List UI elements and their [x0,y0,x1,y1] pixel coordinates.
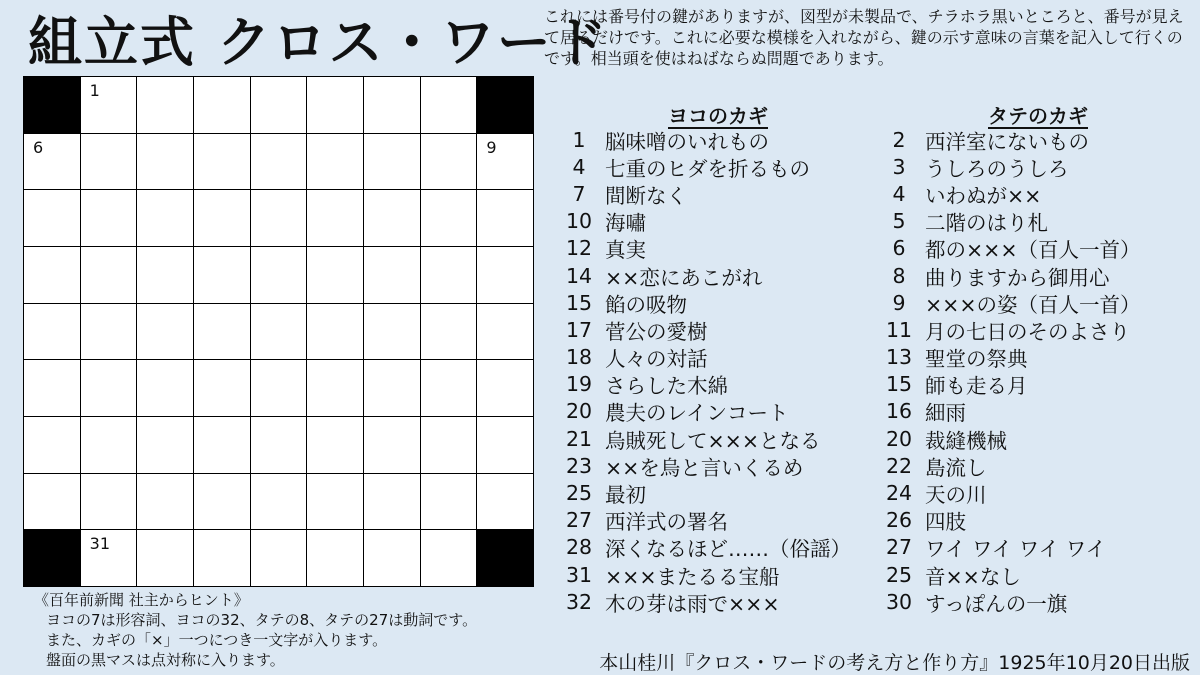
clue-number: 18 [565,345,593,370]
across-clue [553,289,851,316]
grid-cell[interactable] [364,190,420,246]
grid-cell[interactable] [251,247,307,303]
grid-cell[interactable] [24,247,80,303]
down-clue [873,180,1141,207]
grid-cell[interactable] [251,530,307,586]
down-clue [873,126,1141,153]
clue-text: 七重のヒダを折るもの [605,156,810,181]
down-clue [873,289,1141,316]
clue-text: 天の川 [925,483,987,508]
down-clue [873,208,1141,235]
grid-cell[interactable] [194,77,250,133]
clue-text: ××恋にあこがれ [605,265,763,290]
down-clue [873,534,1141,561]
clue-number: 19 [565,372,593,397]
clue-text: 人々の対話 [605,347,708,372]
down-clue [873,588,1141,615]
grid-cell[interactable] [477,417,533,473]
grid-cell[interactable] [81,77,137,133]
black-cell [477,530,533,586]
cell-number: 31 [89,534,111,554]
clue-text: 菅公の愛樹 [605,319,708,344]
hint-line: 盤面の黒マスは点対称に入ります。 [46,651,285,669]
grid-cell[interactable] [137,417,193,473]
grid-cell[interactable] [307,304,363,360]
grid-cell[interactable] [477,474,533,530]
down-clue [873,153,1141,180]
clue-number: 22 [885,453,913,478]
across-heading: ヨコのカギ [668,104,768,128]
across-clue [553,235,851,262]
clue-text: 海嘯 [605,211,646,236]
down-clue [873,398,1141,425]
down-clue [873,479,1141,506]
grid-cell[interactable] [81,474,137,530]
clue-number: 21 [565,426,593,451]
grid-cell[interactable] [364,77,420,133]
grid-cell[interactable] [307,417,363,473]
clue-text: さらした木綿 [605,374,728,399]
clue-text: 師も走る月 [925,374,1028,399]
hint-line: また、カギの「×」一つにつき一文字が入ります。 [46,631,388,649]
grid-cell[interactable] [81,360,137,416]
clue-text: 間断なく [605,183,687,208]
grid-cell[interactable] [364,360,420,416]
clue-text: 曲りますから御用心 [925,265,1110,290]
grid-cell[interactable] [81,134,137,190]
grid-cell[interactable] [81,190,137,246]
clue-number: 17 [565,317,593,342]
grid-cell[interactable] [24,134,80,190]
clue-text: いわぬが×× [925,183,1042,208]
clue-text: 烏賊死して×××となる [605,428,821,453]
clue-text: 西洋式の署名 [605,510,728,535]
page-title: 組立式 クロス・ワード [28,11,609,74]
down-clue [873,452,1141,479]
grid-cell[interactable] [24,474,80,530]
clue-text: 都の×××（百人一首） [925,238,1141,263]
clue-text: ×××またるる宝船 [605,564,780,589]
clue-text: 脳味噌のいれもの [605,129,769,154]
clue-number: 30 [885,589,913,614]
across-clue-list [553,126,851,615]
grid-cell[interactable] [194,530,250,586]
clue-text: 細雨 [925,401,966,426]
grid-cell[interactable] [364,304,420,360]
grid-cell[interactable] [307,190,363,246]
across-clue [553,371,851,398]
clue-number: 7 [572,181,586,206]
down-clue [873,344,1141,371]
clue-number: 4 [892,181,906,206]
grid-cell[interactable] [421,360,477,416]
clue-text: ×××の姿（百人一首） [925,292,1141,317]
grid-cell[interactable] [364,247,420,303]
grid-cell[interactable] [24,190,80,246]
across-clue [553,452,851,479]
down-clue [873,507,1141,534]
clue-number: 24 [885,481,913,506]
across-clue [553,398,851,425]
clue-number: 10 [565,209,593,234]
clue-text: 西洋室にないもの [925,129,1089,154]
down-clue [873,561,1141,588]
crossword-grid [23,76,534,587]
grid-cell[interactable] [81,247,137,303]
black-cell [477,77,533,133]
black-cell [24,530,80,586]
across-clue [553,534,851,561]
clue-text: 農夫のレインコート [605,401,789,426]
cell-number: 1 [89,81,100,100]
clue-text: 島流し [925,455,987,480]
down-clue [873,316,1141,343]
grid-cell[interactable] [194,134,250,190]
clue-number: 31 [565,562,593,587]
clue-number: 5 [892,209,906,234]
clue-number: 9 [892,290,906,315]
clue-number: 32 [565,589,593,614]
grid-cell[interactable] [421,134,477,190]
clue-number: 11 [885,317,913,342]
clue-text: 深くなるほど……（俗謡） [605,537,851,562]
grid-cell[interactable] [477,304,533,360]
intro-text: これには番号付の鍵がありますが、図型が未製品で、チラホラ黒いところと、番号が見えて居るだけです。これに必要な模様を入れながら、鍵の示す意味の言葉を記入して行くのです。相当頭を使はねばならぬ問題であります。 [544,7,1184,68]
cell-number: 9 [486,137,497,157]
grid-cell[interactable] [251,77,307,133]
grid-cell[interactable] [251,417,307,473]
hint-box [34,590,477,670]
clue-text: 真実 [605,238,646,263]
clue-text: 木の芽は雨で××× [605,591,780,616]
clue-number: 8 [892,263,906,288]
across-clue [553,507,851,534]
grid-cell[interactable] [194,190,250,246]
down-clue [873,425,1141,452]
across-clue [553,208,851,235]
clue-text: ××を烏と言いくるめ [605,455,804,480]
clue-number: 27 [885,535,913,560]
grid-cell[interactable] [364,134,420,190]
hint-line: ヨコの7は形容詞、ヨコの32、タテの8、タテの27は動詞です。 [46,611,478,629]
clue-number: 23 [565,453,593,478]
grid-cell[interactable] [421,304,477,360]
clue-number: 13 [885,345,913,370]
grid-cell[interactable] [307,77,363,133]
clue-text: うしろのうしろ [925,156,1069,181]
grid-cell[interactable] [194,474,250,530]
across-clue [553,126,851,153]
grid-cell[interactable] [364,530,420,586]
grid-cell[interactable] [364,417,420,473]
grid-cell[interactable] [421,530,477,586]
grid-cell[interactable] [24,417,80,473]
grid-cell[interactable] [251,134,307,190]
clue-text: 二階のはり札 [925,211,1048,236]
grid-cell[interactable] [421,247,477,303]
down-heading: タテのカギ [988,104,1088,128]
down-clue [873,262,1141,289]
clue-number: 15 [885,372,913,397]
clue-number: 4 [572,154,586,179]
clue-text: 四肢 [925,510,966,535]
across-clue [553,180,851,207]
clue-number: 26 [885,508,913,533]
grid-cell[interactable] [251,360,307,416]
clue-text: すっぽんの一旗 [925,591,1068,616]
grid-cell[interactable] [137,360,193,416]
grid-cell[interactable] [81,417,137,473]
grid-cell[interactable] [251,304,307,360]
clue-text: 聖堂の祭典 [925,347,1028,372]
grid-cell[interactable] [137,77,193,133]
grid-cell[interactable] [307,247,363,303]
grid-cell[interactable] [251,190,307,246]
clue-text: 餡の吸物 [605,292,687,317]
grid-cell[interactable] [194,417,250,473]
grid-cell[interactable] [477,190,533,246]
across-clue [553,425,851,452]
grid-cell[interactable] [137,530,193,586]
clue-number: 20 [565,399,593,424]
clue-text: 裁縫機械 [925,428,1007,453]
clue-text: 月の七日のそのよさり [925,319,1130,344]
across-clue [553,153,851,180]
grid-cell[interactable] [194,247,250,303]
grid-cell[interactable] [137,304,193,360]
clue-number: 28 [565,535,593,560]
cell-number: 6 [33,137,44,157]
grid-cell[interactable] [477,360,533,416]
clue-number: 25 [565,481,593,506]
clue-number: 25 [885,562,913,587]
across-clue [553,262,851,289]
grid-cell[interactable] [364,474,420,530]
source-citation: 本山桂川『クロス・ワードの考え方と作り方』1925年10月20日出版 [599,652,1190,674]
grid-cell[interactable] [421,77,477,133]
grid-cell[interactable] [421,190,477,246]
grid-cell[interactable] [24,304,80,360]
clue-number: 3 [892,154,906,179]
down-clue [873,235,1141,262]
across-clue [553,316,851,343]
down-clue-list [873,126,1141,615]
black-cell [24,77,80,133]
clue-number: 16 [885,399,913,424]
grid-cell[interactable] [137,474,193,530]
clue-number: 1 [572,127,586,152]
grid-cell[interactable] [307,134,363,190]
grid-cell[interactable] [477,247,533,303]
grid-cell[interactable] [307,360,363,416]
grid-cell[interactable] [307,530,363,586]
clue-number: 20 [885,426,913,451]
clue-number: 2 [892,127,906,152]
clue-number: 15 [565,290,593,315]
clue-number: 12 [565,236,593,261]
across-clue [553,344,851,371]
across-clue [553,561,851,588]
hint-header: 《百年前新聞 社主からヒント》 [34,591,249,609]
clue-number: 14 [565,263,593,288]
grid-cell[interactable] [477,134,533,190]
grid-cell[interactable] [421,417,477,473]
grid-cell[interactable] [137,134,193,190]
grid-cell[interactable] [251,474,307,530]
grid-cell[interactable] [137,247,193,303]
clue-text: 音××なし [925,564,1021,589]
across-clue [553,588,851,615]
clue-text: ワイ ワイ ワイ ワイ [925,537,1107,562]
grid-cell[interactable] [307,474,363,530]
grid-cell[interactable] [194,304,250,360]
grid-cell[interactable] [421,474,477,530]
grid-cell[interactable] [137,190,193,246]
grid-cell[interactable] [194,360,250,416]
down-clue [873,371,1141,398]
across-clue [553,479,851,506]
grid-cell[interactable] [81,304,137,360]
clue-number: 27 [565,508,593,533]
clue-text: 最初 [605,483,646,508]
clue-number: 6 [892,236,906,261]
grid-cell[interactable] [24,360,80,416]
grid-cell[interactable] [81,530,137,586]
